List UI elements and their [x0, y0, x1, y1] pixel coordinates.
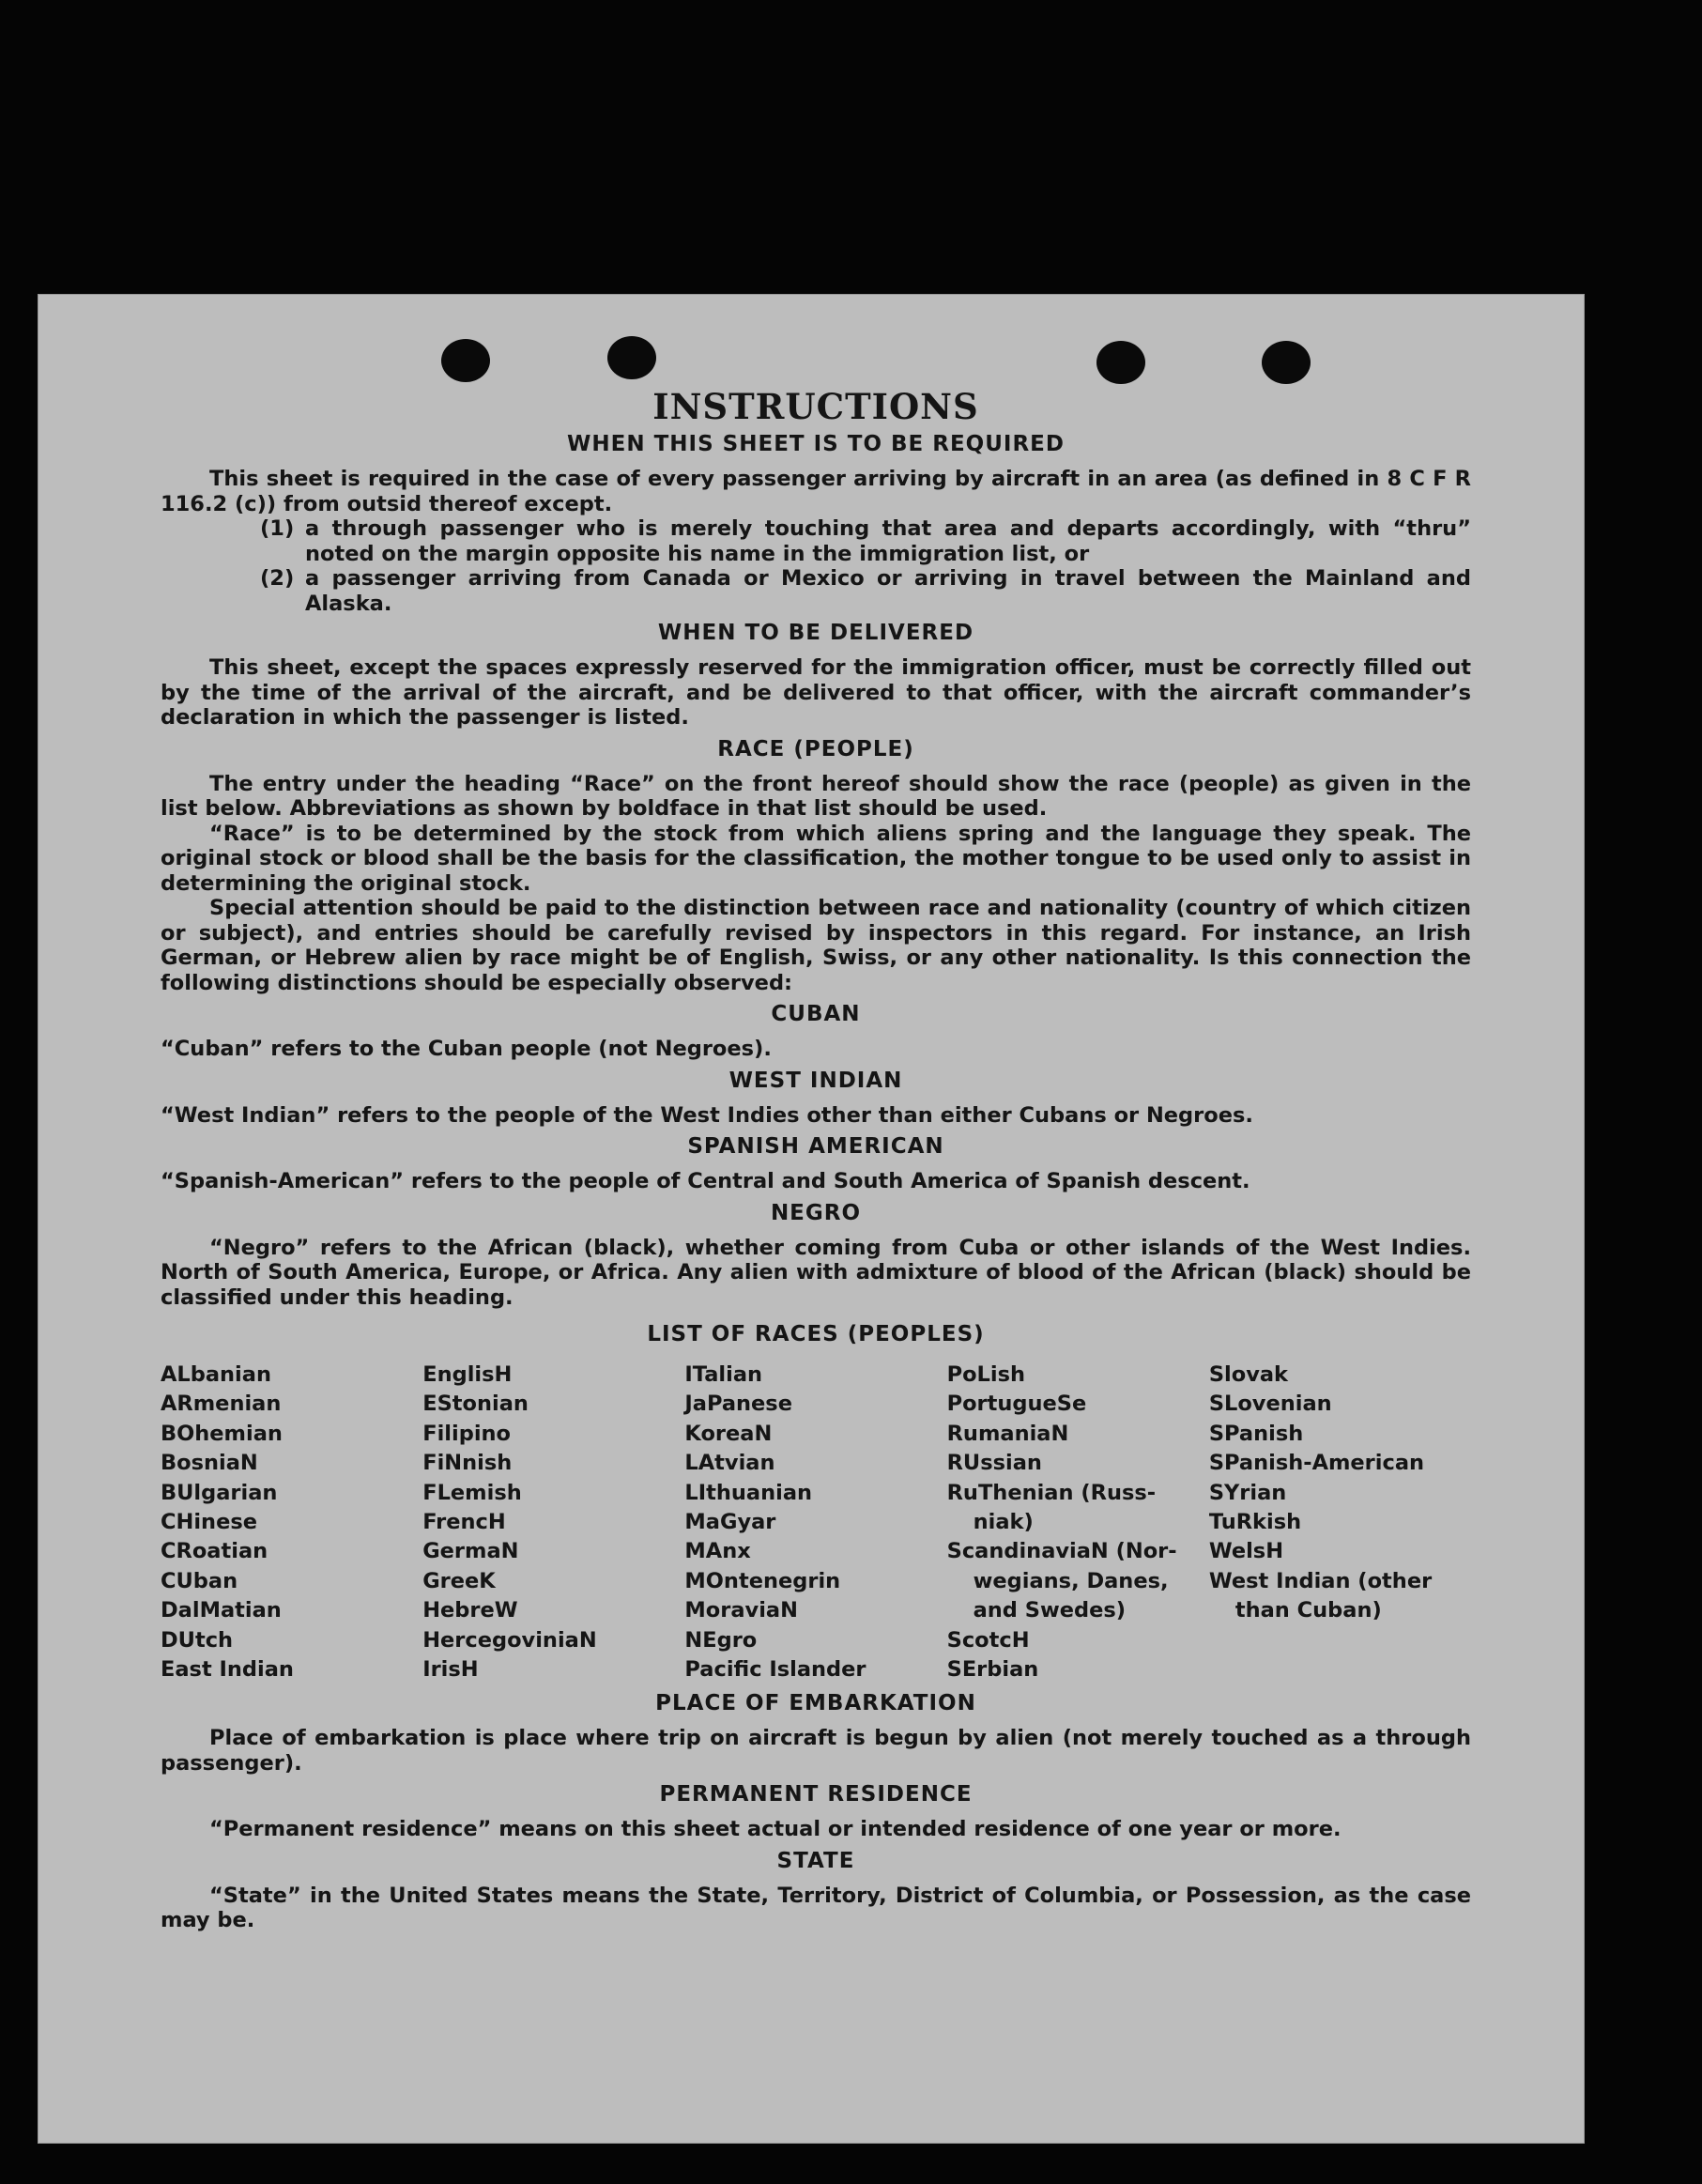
race-item: HercegoviniaN: [422, 1627, 597, 1653]
section-heading: PLACE OF EMBARKATION: [655, 1691, 976, 1716]
race-item: KoreaN: [684, 1421, 773, 1446]
document-page: [38, 294, 1585, 2144]
race-item: JaPanese: [684, 1392, 792, 1417]
section-heading: PERMANENT RESIDENCE: [659, 1782, 973, 1807]
race-paragraph-2: “Race” is to be determined by the stock from which aliens spring and the language they speak. The original stock or blood shall be the basis for the classification, the mother tongue to be used only to assist in determining the original stock.: [161, 821, 1471, 896]
race-item: TuRkish: [1208, 1510, 1302, 1535]
race-item: GermaN: [422, 1539, 519, 1564]
section-heading: WEST INDIAN: [728, 1068, 903, 1093]
race-item: MaGyar: [684, 1510, 776, 1535]
residence-paragraph: “Permanent residence” means on this sheet actual or intended residence of one year or more.: [209, 1817, 1342, 1842]
item-text: a passenger arriving from Canada or Mexico or arriving in travel between the Mainland and Alaska.: [305, 566, 1471, 616]
race-item-continuation: wegians, Danes,: [973, 1568, 1169, 1593]
race-item: EnglisH: [422, 1362, 513, 1387]
race-item: CRoatian: [161, 1539, 268, 1564]
section-heading: WHEN THIS SHEET IS TO BE REQUIRED: [567, 432, 1065, 456]
race-item: SLovenian: [1208, 1392, 1332, 1417]
state-paragraph: “State” in the United States means the State, Territory, District of Columbia, or Possession, as the case may be.: [161, 1883, 1471, 1933]
races-column-1: [161, 1361, 422, 1684]
race-item: LAtvian: [684, 1451, 775, 1476]
item-number: (2): [260, 566, 295, 591]
section-heading: NEGRO: [770, 1200, 862, 1225]
race-item: MOntenegrin: [684, 1568, 841, 1593]
page-title: INSTRUCTIONS: [652, 386, 979, 427]
race-item: FrencH: [422, 1510, 506, 1535]
race-item: Filipino: [422, 1421, 512, 1446]
race-item: SErbian: [946, 1657, 1039, 1683]
negro-paragraph: “Negro” refers to the African (black), whether coming from Cuba or other islands of the West Indies. North of South America, Europe, or Africa. Any alien with admixture of blood of the African (black) should be classified under this heading.: [161, 1235, 1471, 1310]
race-item: East Indian: [161, 1657, 294, 1683]
instructions-content: [161, 382, 1471, 1933]
race-item: RUssian: [946, 1451, 1042, 1476]
race-item: ITalian: [684, 1362, 763, 1387]
race-item: IrisH: [422, 1657, 479, 1683]
races-column-2: [422, 1361, 684, 1684]
race-item: PoLish: [946, 1362, 1026, 1387]
race-item: Pacific Islander: [684, 1657, 866, 1683]
race-item-continuation: niak): [973, 1510, 1034, 1535]
races-column-5: [1209, 1361, 1471, 1684]
punch-hole: [441, 339, 490, 382]
races-column-4: [947, 1361, 1209, 1684]
embarkation-paragraph: Place of embarkation is place where trip on aircraft is begun by alien (not merely touched as a through passenger).: [161, 1726, 1471, 1776]
spanish-american-paragraph: “Spanish-American” refers to the people of Central and South America of Spanish descent.: [161, 1169, 1250, 1193]
race-paragraph-1: The entry under the heading “Race” on the front hereof should show the race (people) as given in the list below. Abbreviations as shown by boldface in that list should be used.: [161, 771, 1471, 821]
race-item: RumaniaN: [946, 1421, 1069, 1446]
race-item-continuation: than Cuban): [1234, 1598, 1382, 1623]
race-item: FLemish: [422, 1480, 522, 1505]
punch-hole: [607, 336, 656, 379]
exception-item-1: [260, 516, 1471, 566]
race-item: CUban: [161, 1568, 238, 1593]
punch-hole: [1096, 341, 1145, 384]
race-item: GreeK: [422, 1568, 496, 1593]
race-paragraph-3: Special attention should be paid to the distinction between race and nationality (country of which citizen or subject), and entries should be carefully revised by inspectors in this regard. For instance, an Irish German, or Hebrew alien by race might be of English, Swiss, or any other nationality. Is this connection the following distinctions should be especially observed:: [161, 896, 1471, 995]
exception-item-2: [260, 566, 1471, 616]
race-item: LIthuanian: [684, 1480, 813, 1505]
race-item: BOhemian: [161, 1421, 283, 1446]
west-indian-paragraph: “West Indian” refers to the people of the West Indies other than either Cubans or Negroes.: [161, 1102, 1253, 1128]
race-item: NEgro: [684, 1627, 758, 1653]
section-heading: WHEN TO BE DELIVERED: [657, 621, 974, 645]
cuban-paragraph: “Cuban” refers to the Cuban people (not Negroes).: [161, 1037, 772, 1061]
race-item: DalMatian: [161, 1598, 282, 1623]
race-item: SPanish: [1208, 1421, 1304, 1446]
race-item: BUlgarian: [161, 1480, 278, 1505]
races-list: [161, 1361, 1471, 1684]
race-item: Slovak: [1208, 1362, 1289, 1387]
section-heading: CUBAN: [771, 1002, 861, 1026]
race-item: West Indian (other: [1208, 1568, 1433, 1593]
delivered-paragraph: This sheet, except the spaces expressly reserved for the immigration officer, must be correctly filled out by the time of the arrival of the aircraft, and be delivered to that officer, with the aircraft commander’s declaration in which the passenger is listed.: [161, 655, 1471, 730]
race-item: FiNnish: [422, 1451, 513, 1476]
race-item: SYrian: [1208, 1480, 1287, 1505]
race-item: HebreW: [422, 1598, 518, 1623]
race-item: ScandinaviaN (Nor-: [946, 1539, 1177, 1564]
races-column-3: [684, 1361, 946, 1684]
section-heading: RACE (PEOPLE): [717, 736, 914, 761]
section-heading: SPANISH AMERICAN: [687, 1134, 944, 1159]
race-item-continuation: and Swedes): [973, 1598, 1127, 1623]
race-item: ARmenian: [161, 1392, 282, 1417]
item-number: (1): [260, 516, 295, 541]
race-item: BosniaN: [161, 1451, 258, 1476]
race-item: MAnx: [684, 1539, 751, 1564]
race-item: SPanish-American: [1208, 1451, 1425, 1476]
item-text: a through passenger who is merely touching that area and departs accordingly, with “thru” noted on the margin opposite his name in the immigration list, or: [305, 516, 1471, 566]
race-item: ScotcH: [946, 1627, 1030, 1653]
punch-hole: [1262, 341, 1311, 384]
race-item: MoraviaN: [684, 1598, 798, 1623]
race-item: ALbanian: [161, 1362, 271, 1387]
race-item: DUtch: [161, 1627, 234, 1653]
section-heading: STATE: [776, 1848, 855, 1873]
race-item: PortugueSe: [946, 1392, 1087, 1417]
race-item: EStonian: [422, 1392, 529, 1417]
section-heading: LIST OF RACES (PEOPLES): [647, 1322, 985, 1346]
race-item: CHinese: [161, 1510, 257, 1535]
race-item: RuThenian (Russ-: [946, 1480, 1157, 1505]
race-item: WelsH: [1208, 1539, 1284, 1564]
required-paragraph: This sheet is required in the case of every passenger arriving by aircraft in an area (as defined in 8 C F R 116.2 (c)) from outsid thereof except.: [161, 467, 1471, 516]
